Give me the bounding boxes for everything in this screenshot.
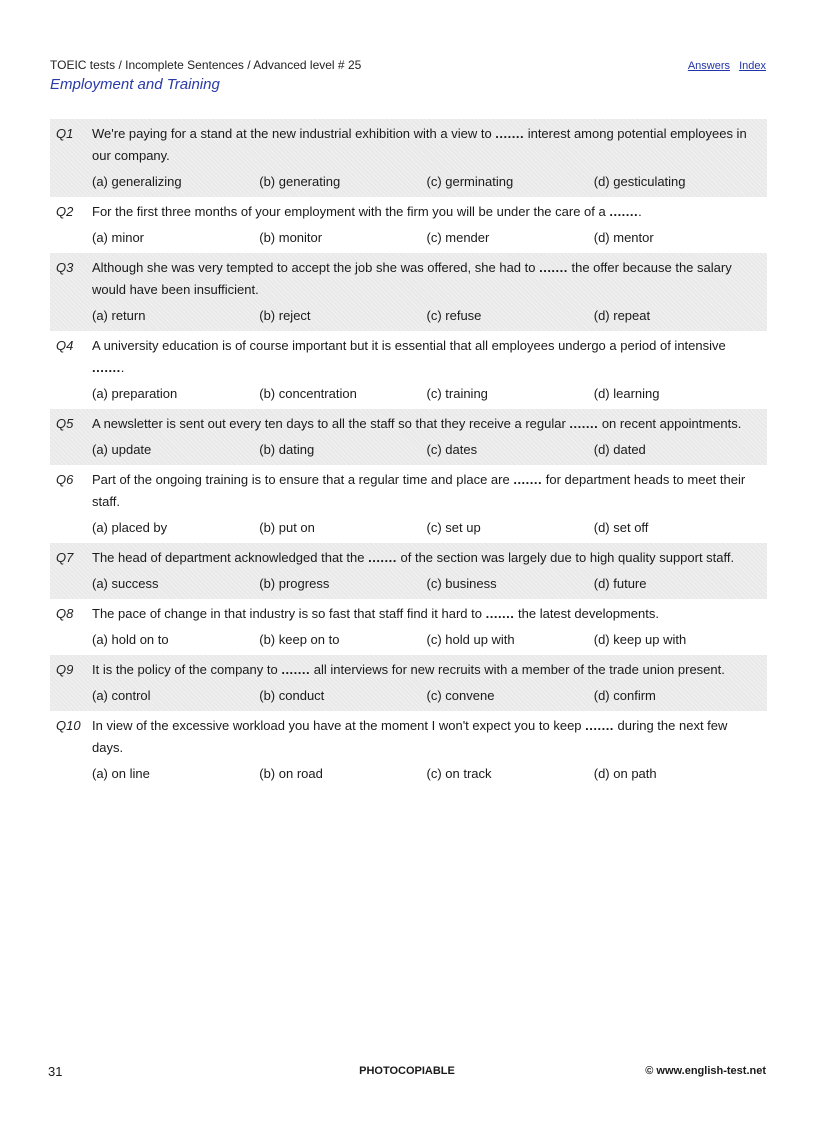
question-text-before: For the first three months of your employment with the firm you will be under the care of a bbox=[92, 204, 610, 219]
question-text-before: Although she was very tempted to accept the job she was offered, she had to bbox=[92, 260, 540, 275]
answer-option[interactable]: (a) on line bbox=[92, 766, 150, 781]
question-blank: ....... bbox=[585, 718, 614, 733]
question-number: Q5 bbox=[56, 416, 74, 431]
answer-option[interactable]: (a) return bbox=[92, 308, 146, 323]
question-text-before: In view of the excessive workload you have at the moment I won't expect you to keep bbox=[92, 718, 586, 733]
page-number: 31 bbox=[48, 1064, 63, 1079]
question-item bbox=[50, 655, 767, 711]
answer-option[interactable]: (d) gesticulating bbox=[593, 174, 686, 189]
question-text-before: It is the policy of the company to bbox=[92, 662, 282, 677]
question-text bbox=[92, 257, 761, 301]
question-item bbox=[50, 197, 767, 253]
question-text-after: all interviews for new recruits with a member of the trade union present. bbox=[310, 662, 725, 677]
question-number: Q9 bbox=[56, 662, 74, 677]
answer-option[interactable]: (a) generalizing bbox=[92, 174, 182, 189]
answer-option[interactable]: (b) put on bbox=[259, 520, 315, 535]
question-number: Q4 bbox=[56, 338, 74, 353]
question-text-after: the offer because the salary would have been insufficient. bbox=[92, 260, 732, 297]
question-list bbox=[50, 119, 767, 789]
answer-option[interactable]: (a) control bbox=[92, 688, 151, 703]
answer-options bbox=[92, 763, 761, 785]
answer-option[interactable]: (c) business bbox=[426, 576, 497, 591]
answer-option[interactable]: (c) refuse bbox=[426, 308, 482, 323]
answer-options bbox=[92, 573, 761, 595]
question-blank: ....... bbox=[609, 204, 639, 219]
question-item bbox=[50, 543, 767, 599]
answer-options bbox=[92, 305, 761, 327]
question-blank: ....... bbox=[495, 126, 525, 141]
answer-option[interactable]: (c) set up bbox=[426, 520, 481, 535]
question-text-before: We're paying for a stand at the new industrial exhibition with a view to bbox=[92, 126, 496, 141]
index-link[interactable]: Index bbox=[739, 60, 766, 72]
question-text-after: of the section was largely due to high quality support staff. bbox=[396, 550, 735, 565]
copyright-label: © www.english-test.net bbox=[645, 1065, 766, 1077]
question-text bbox=[92, 547, 761, 569]
answer-option[interactable]: (b) monitor bbox=[259, 230, 323, 245]
answer-option[interactable]: (d) confirm bbox=[593, 688, 656, 703]
question-item bbox=[50, 119, 767, 197]
question-text-after: . bbox=[638, 204, 642, 219]
question-text bbox=[92, 335, 761, 379]
question-blank: ....... bbox=[281, 662, 311, 677]
answer-option[interactable]: (d) set off bbox=[593, 520, 649, 535]
page-header bbox=[50, 58, 766, 93]
question-blank: ....... bbox=[513, 472, 543, 487]
answer-option[interactable]: (c) training bbox=[426, 386, 488, 401]
question-text-after: . bbox=[120, 360, 125, 375]
question-item bbox=[50, 599, 767, 655]
question-number: Q8 bbox=[56, 606, 74, 621]
question-text-after: on recent appointments. bbox=[598, 416, 742, 431]
answer-option[interactable]: (a) minor bbox=[92, 230, 145, 245]
question-blank: ....... bbox=[539, 260, 568, 275]
question-text bbox=[92, 659, 761, 681]
question-text bbox=[92, 413, 761, 435]
question-text-after: interest among potential employees in our company. bbox=[92, 126, 747, 163]
answer-option[interactable]: (b) reject bbox=[259, 308, 311, 323]
question-blank: ....... bbox=[485, 606, 515, 621]
answer-options bbox=[92, 227, 761, 249]
answer-option[interactable]: (a) success bbox=[92, 576, 159, 591]
answer-option[interactable]: (c) mender bbox=[426, 230, 490, 245]
question-number: Q10 bbox=[56, 718, 81, 733]
answer-option[interactable]: (d) keep up with bbox=[593, 632, 687, 647]
answer-options bbox=[92, 685, 761, 707]
answer-option[interactable]: (b) concentration bbox=[259, 386, 357, 401]
answers-link[interactable]: Answers bbox=[687, 60, 731, 72]
question-number: Q3 bbox=[56, 260, 74, 275]
question-blank: ....... bbox=[368, 550, 397, 565]
photocopiable-label: PHOTOCOPIABLE bbox=[359, 1065, 455, 1077]
question-text bbox=[92, 603, 761, 625]
answer-option[interactable]: (b) on road bbox=[259, 766, 323, 781]
page-title: Employment and Training bbox=[50, 76, 220, 93]
answer-option[interactable]: (d) mentor bbox=[593, 230, 654, 245]
answer-options bbox=[92, 383, 761, 405]
answer-option[interactable]: (a) placed by bbox=[92, 520, 168, 535]
answer-option[interactable]: (c) germinating bbox=[426, 174, 514, 189]
answer-option[interactable]: (d) future bbox=[593, 576, 647, 591]
answer-options bbox=[92, 171, 761, 193]
question-item bbox=[50, 711, 767, 789]
question-blank: ....... bbox=[569, 416, 599, 431]
answer-option[interactable]: (b) dating bbox=[259, 442, 315, 457]
answer-option[interactable]: (b) conduct bbox=[259, 688, 325, 703]
answer-option[interactable]: (d) learning bbox=[593, 386, 660, 401]
question-number: Q1 bbox=[56, 126, 74, 141]
answer-options bbox=[92, 517, 761, 539]
question-text bbox=[92, 715, 761, 759]
question-number: Q7 bbox=[56, 550, 74, 565]
question-text-after: the latest developments. bbox=[514, 606, 659, 621]
breadcrumb: TOEIC tests / Incomplete Sentences / Advanced level # 25 bbox=[50, 58, 362, 72]
answer-option[interactable]: (d) repeat bbox=[593, 308, 651, 323]
question-item bbox=[50, 409, 767, 465]
answer-option[interactable]: (c) hold up with bbox=[426, 632, 515, 647]
question-text-before: A university education is of course important but it is essential that all employees undergo a period of intensive bbox=[92, 338, 726, 353]
question-text bbox=[92, 469, 761, 513]
question-text bbox=[92, 123, 761, 167]
answer-option[interactable]: (c) on track bbox=[426, 766, 492, 781]
answer-options bbox=[92, 439, 761, 461]
question-text-after: during the next few days. bbox=[92, 718, 728, 755]
question-text-before: The head of department acknowledged that the bbox=[92, 550, 369, 565]
answer-options bbox=[92, 629, 761, 651]
answer-option[interactable]: (a) update bbox=[92, 442, 152, 457]
answer-option[interactable]: (c) dates bbox=[426, 442, 478, 457]
question-blank: ....... bbox=[92, 360, 121, 375]
answer-option[interactable]: (b) progress bbox=[259, 576, 330, 591]
question-text-before: A newsletter is sent out every ten days to all the staff so that they receive a regular bbox=[92, 416, 570, 431]
question-item bbox=[50, 253, 767, 331]
answer-option[interactable]: (a) hold on to bbox=[92, 632, 169, 647]
answer-option[interactable]: (b) keep on to bbox=[259, 632, 340, 647]
question-number: Q6 bbox=[56, 472, 74, 487]
question-number: Q2 bbox=[56, 204, 74, 219]
answer-option[interactable]: (a) preparation bbox=[92, 386, 178, 401]
question-text-before: Part of the ongoing training is to ensure that a regular time and place are bbox=[92, 472, 514, 487]
answer-option[interactable]: (b) generating bbox=[259, 174, 341, 189]
answer-option[interactable]: (d) dated bbox=[593, 442, 646, 457]
question-text bbox=[92, 201, 761, 223]
answer-option[interactable]: (d) on path bbox=[593, 766, 657, 781]
question-item bbox=[50, 331, 767, 409]
top-links bbox=[682, 60, 766, 72]
question-text-before: The pace of change in that industry is so fast that staff find it hard to bbox=[92, 606, 486, 621]
question-item bbox=[50, 465, 767, 543]
answer-option[interactable]: (c) convene bbox=[426, 688, 495, 703]
question-text-after: for department heads to meet their staff. bbox=[92, 472, 746, 509]
